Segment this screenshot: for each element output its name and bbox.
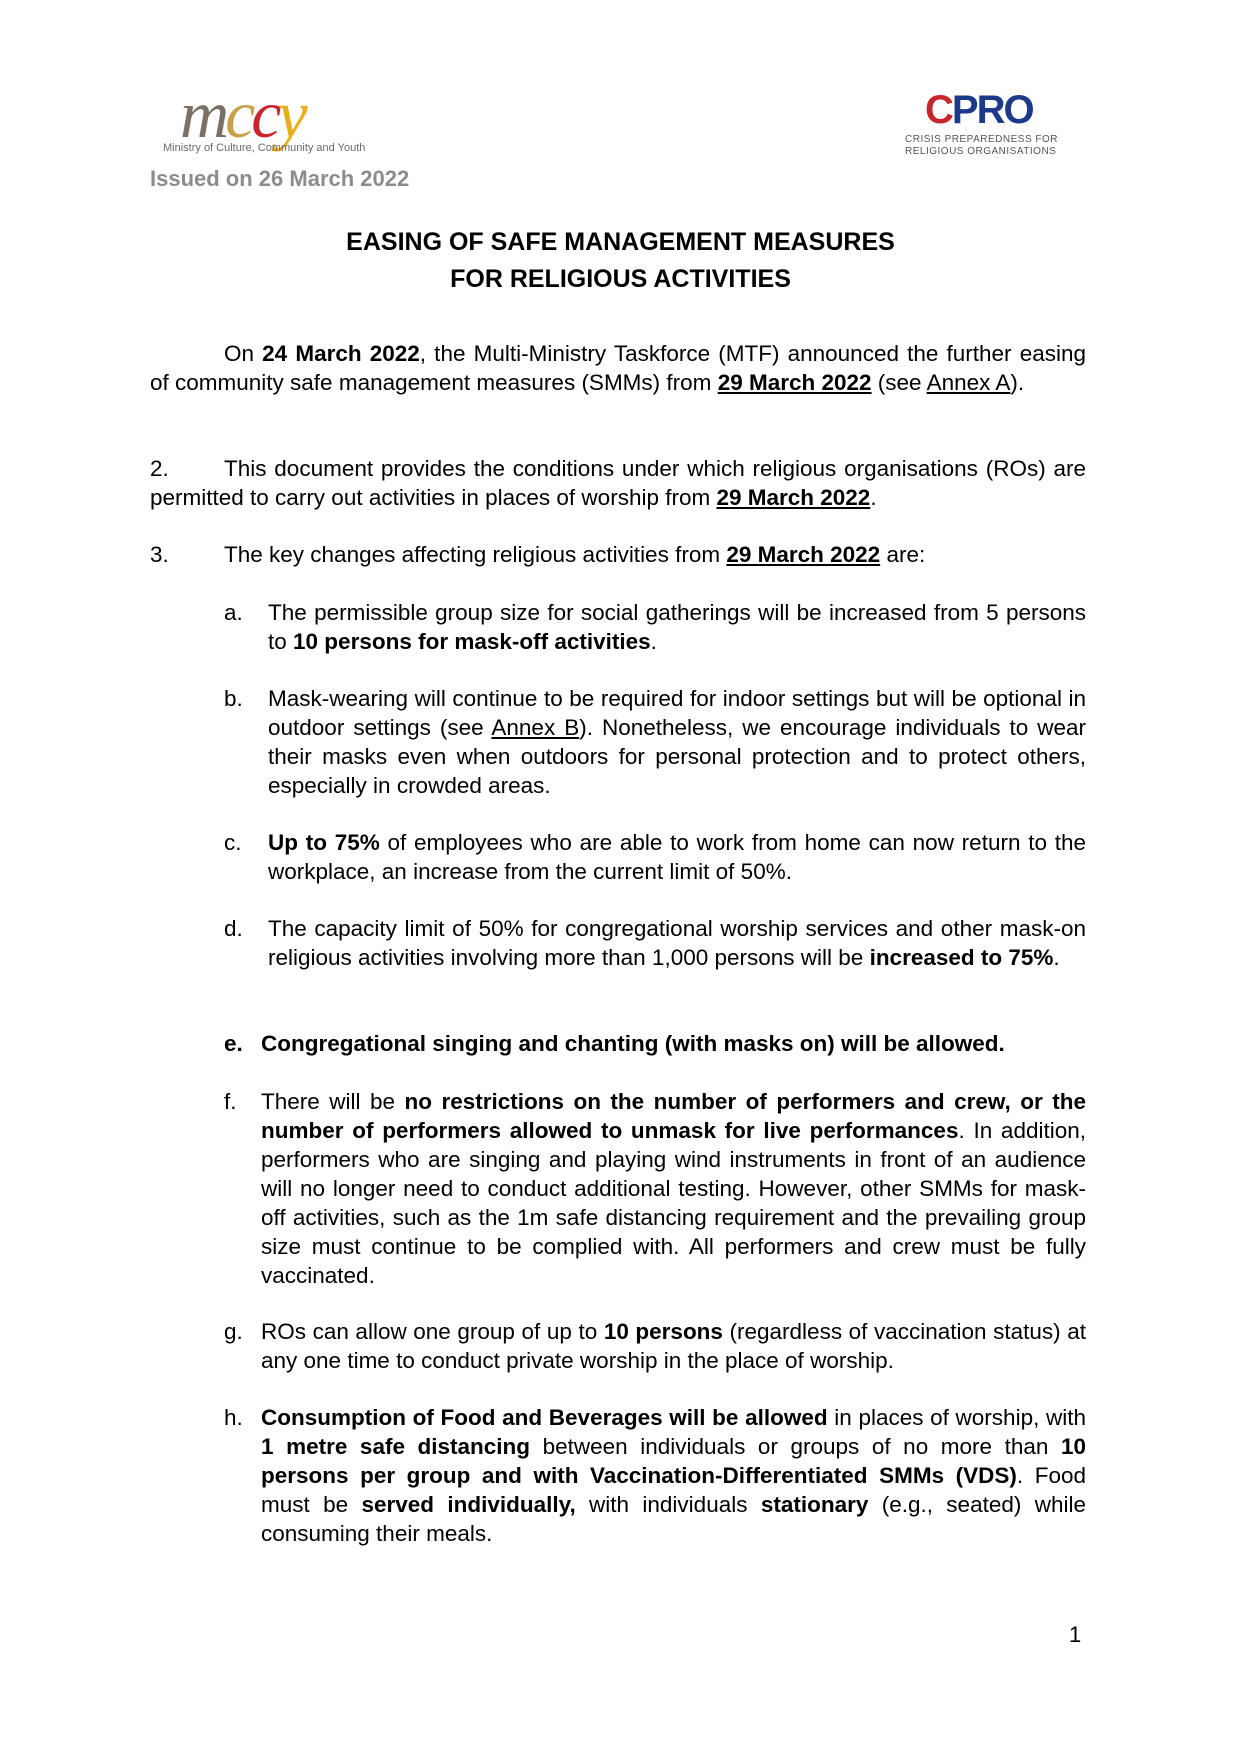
page-number: 1 [1069,1622,1082,1647]
paragraph-1: On 24 March 2022, the Multi-Ministry Taskforce (MTF) announced the further easing of community safe management measures (SMMs) from 29 March 2022 (see Annex A). [150,341,1086,395]
paragraph-2: 2. This document provides the conditions under which religious organisations (ROs) are permitted to carry out activities in places of worship from 29 March 2022. [150,456,1086,510]
list-item-d: d. The capacity limit of 50% for congregational worship services and other mask-on religious activities involving more than 1,000 persons will be increased to 75%. [224,916,1086,970]
annex-b-link: Annex B [491,715,580,740]
document-title: EASING OF SAFE MANAGEMENT MEASURES FOR RELIGIOUS ACTIVITIES [346,228,895,293]
issued-date: Issued on 26 March 2022 [150,166,410,191]
cpro-logo-wordmark: CPRO [925,88,1033,132]
mccy-logo [163,76,423,160]
list-item-a: a. The permissible group size for social gatherings will be increased from 5 persons to 10 persons for mask-off activities. [224,600,1086,654]
cpro-logo-tagline: CRISIS PREPAREDNESS FOR RELIGIOUS ORGANISATIONS [905,134,1059,157]
list-item-h: h. Consumption of Food and Beverages will be allowed in places of worship, with 1 metre safe distancing between individuals or groups of no more than 10 persons per group and with Vaccination-Differentiated SMMs (VDS). Food must be served individually, with individuals stationary (e.g., seated) while consuming their meals. [224,1405,1087,1546]
annex-a-link: Annex A [926,370,1011,395]
mccy-logo-wordmark: mccy [180,76,304,152]
mccy-logo-subtitle: Ministry of Culture, Community and Youth [163,142,366,154]
list-item-g: g. ROs can allow one group of up to 10 persons (regardless of vaccination status) at any one time to conduct private worship in the place of worship. [224,1319,1086,1373]
cpro-logo [905,90,1075,160]
list-item-c: c. Up to 75% of employees who are able to work from home can now return to the workplace, an increase from the current limit of 50%. [224,830,1086,884]
paragraph-3: 3. The key changes affecting religious activities from 29 March 2022 are: [150,542,926,567]
list-item-b: b. Mask-wearing will continue to be required for indoor settings but will be optional in outdoor settings (see Annex B). Nonetheless, we encourage individuals to wear their masks even when outdoors for personal protection and to protect others, especially in crowded areas. [224,686,1086,798]
list-item-f: f. There will be no restrictions on the number of performers and crew, or the number of performers allowed to unmask for live performances. In addition, performers who are singing and playing wind instruments in front of an audience will no longer need to conduct additional testing. However, other SMMs for mask-off activities, such as the 1m safe distancing requirement and the prevailing group size must continue to be complied with. All performers and crew must be fully vaccinated. [224,1089,1087,1288]
list-item-e: e. Congregational singing and chanting (with masks on) will be allowed. [224,1031,1005,1056]
